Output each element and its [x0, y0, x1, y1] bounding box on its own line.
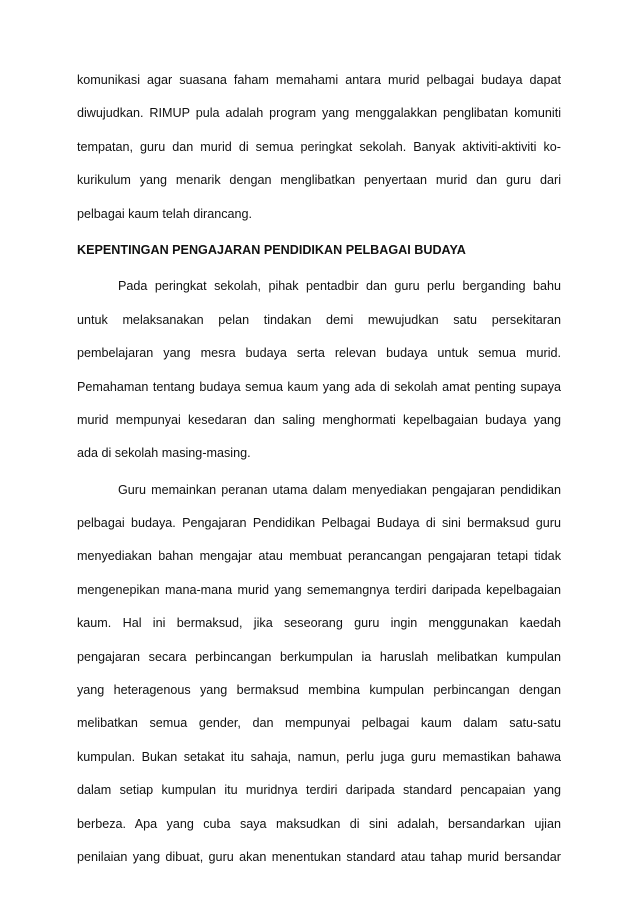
text-line: mengenepikan mana-mana murid yang sememangnya terdiri daripada kepelbagaian	[77, 582, 561, 597]
text-line: ada di sekolah masing-masing.	[77, 446, 251, 461]
text-line: melibatkan semua gender, dan mempunyai pelbagai kaum dalam satu-satu	[77, 716, 561, 731]
section-heading: KEPENTINGAN PENGAJARAN PENDIDIKAN PELBAGAI BUDAYA	[77, 242, 466, 257]
text-line: yang heteragenous yang bermaksud membina kumpulan perbincangan dengan	[77, 683, 561, 698]
text-line: kurikulum yang menarik dengan menglibatkan penyertaan murid dan guru dari	[77, 173, 561, 188]
text-line: pelbagai budaya. Pengajaran Pendidikan Pelbagai Budaya di sini bermaksud guru	[77, 516, 561, 531]
text-line: murid mempunyai kesedaran dan saling menghormati kepelbagaian budaya yang	[77, 412, 561, 427]
text-line: dalam setiap kumpulan itu muridnya terdiri daripada standard pencapaian yang	[77, 783, 561, 798]
paragraph-guru	[77, 474, 561, 875]
text-line: komunikasi agar suasana faham memahami antara murid pelbagai budaya dapat	[77, 73, 561, 87]
intro-paragraph	[77, 64, 561, 231]
document-body	[77, 64, 561, 874]
text-line: Guru memainkan peranan utama dalam menyediakan pengajaran pendidikan	[118, 482, 561, 497]
text-line: pengajaran secara perbincangan berkumpulan ia haruslah melibatkan kumpulan	[77, 649, 561, 664]
text-line: kumpulan. Bukan setakat itu sahaja, namun, perlu juga guru memastikan bahawa	[77, 749, 561, 764]
text-line: Pada peringkat sekolah, pihak pentadbir dan guru perlu berganding bahu	[118, 279, 561, 294]
text-line: menyediakan bahan mengajar atau membuat perancangan pengajaran tetapi tidak	[77, 549, 561, 564]
text-line: untuk melaksanakan pelan tindakan demi mewujudkan satu persekitaran	[77, 312, 561, 327]
paragraph-pentadbir	[77, 270, 561, 470]
text-line: berbeza. Apa yang cuba saya maksudkan di sini adalah, bersandarkan ujian	[77, 816, 561, 831]
text-line: pelbagai kaum telah dirancang.	[77, 206, 253, 221]
text-line: tempatan, guru dan murid di semua peringkat sekolah. Banyak aktiviti-aktiviti ko-	[77, 139, 561, 154]
text-line: diwujudkan. RIMUP pula adalah program yang menggalakkan penglibatan komuniti	[77, 106, 561, 121]
text-line: pembelajaran yang mesra budaya serta relevan budaya untuk semua murid.	[77, 346, 561, 361]
text-line: penilaian yang dibuat, guru akan menentukan standard atau tahap murid bersandar	[77, 849, 561, 864]
text-line: kaum. Hal ini bermaksud, jika seseorang guru ingin menggunakan kaedah	[77, 616, 561, 631]
text-line: Pemahaman tentang budaya semua kaum yang ada di sekolah amat penting supaya	[77, 379, 561, 394]
